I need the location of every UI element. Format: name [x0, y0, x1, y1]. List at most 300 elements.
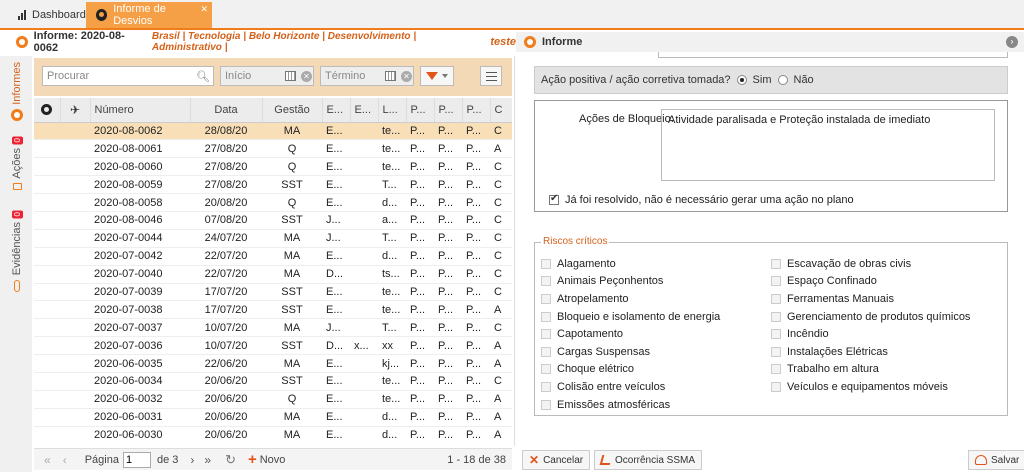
- table-row[interactable]: [34, 283, 512, 301]
- risco-checkbox[interactable]: [771, 276, 781, 286]
- table-cell: kj...: [378, 355, 406, 373]
- cancel-button[interactable]: [522, 450, 590, 470]
- table-row[interactable]: [34, 122, 512, 140]
- risco-checkbox[interactable]: [771, 259, 781, 269]
- patrimonial-field[interactable]: [658, 52, 1008, 58]
- side-tab-acoes[interactable]: [6, 136, 28, 190]
- table-row[interactable]: [34, 426, 512, 444]
- table-cell: A: [490, 337, 512, 355]
- refresh-icon[interactable]: ↻: [225, 451, 236, 467]
- table-cell: 20/06/20: [190, 426, 262, 444]
- table-cell: P...: [434, 426, 462, 444]
- risco-item[interactable]: [771, 308, 970, 326]
- table-cell: xx: [378, 337, 406, 355]
- table-cell: E...: [322, 283, 350, 301]
- row-whatsapp-cell: [34, 122, 60, 140]
- risco-checkbox[interactable]: [771, 347, 781, 357]
- acoes-count-badge: 0: [12, 138, 22, 143]
- table-cell: MA: [262, 229, 322, 247]
- menu-button[interactable]: [480, 66, 502, 86]
- col-status[interactable]: [60, 98, 90, 122]
- risco-checkbox[interactable]: [541, 364, 551, 374]
- save-label: Salvar: [991, 454, 1020, 466]
- col-e1[interactable]: E...: [322, 98, 350, 122]
- table-cell: 2020-08-0060: [90, 158, 190, 176]
- riscos-title: Riscos críticos: [543, 236, 608, 247]
- table-cell: P...: [462, 122, 490, 140]
- table-cell: a...: [378, 211, 406, 229]
- table-cell: P...: [462, 229, 490, 247]
- table-row[interactable]: [34, 229, 512, 247]
- page-input[interactable]: [123, 452, 151, 468]
- row-whatsapp-cell: [34, 265, 60, 283]
- add-icon[interactable]: +: [247, 451, 257, 468]
- cloud-upload-icon: [975, 455, 987, 465]
- row-status-cell: [60, 211, 90, 229]
- table-cell: te...: [378, 158, 406, 176]
- row-whatsapp-cell: [34, 301, 60, 319]
- table-cell: Q: [262, 390, 322, 408]
- table-cell: d...: [378, 426, 406, 444]
- col-p1[interactable]: P...: [406, 98, 434, 122]
- whatsapp-icon: [16, 36, 28, 48]
- table-row[interactable]: [34, 140, 512, 158]
- sim-radio[interactable]: [737, 75, 747, 85]
- table-cell: P...: [434, 158, 462, 176]
- table-cell: 2020-07-0037: [90, 319, 190, 337]
- table-cell: [350, 140, 378, 158]
- table-cell: 2020-06-0034: [90, 372, 190, 390]
- table-cell: ts...: [378, 265, 406, 283]
- risco-item[interactable]: [541, 308, 720, 326]
- risco-label: Animais Peçonhentos: [557, 275, 664, 288]
- prev-page-icon[interactable]: ‹: [62, 452, 67, 467]
- row-status-cell: [60, 390, 90, 408]
- table-cell: MA: [262, 426, 322, 444]
- table-cell: 2020-08-0061: [90, 140, 190, 158]
- table-cell: A: [490, 408, 512, 426]
- table-cell: J...: [322, 211, 350, 229]
- table-row[interactable]: [34, 372, 512, 390]
- table-cell: te...: [378, 140, 406, 158]
- table-cell: d...: [378, 247, 406, 265]
- next-page-icon[interactable]: ›: [190, 452, 195, 467]
- risco-label: Cargas Suspensas: [557, 345, 650, 358]
- last-page-icon[interactable]: »: [204, 452, 212, 467]
- table-cell: te...: [378, 301, 406, 319]
- table-cell: te...: [378, 283, 406, 301]
- bloqueio-label: Ações de Bloqueio:: [579, 113, 674, 125]
- risco-label: Espaço Confinado: [787, 275, 877, 288]
- table-cell: P...: [462, 140, 490, 158]
- table-cell: SST: [262, 176, 322, 194]
- table-cell: [350, 265, 378, 283]
- row-status-cell: [60, 426, 90, 444]
- table-cell: MA: [262, 408, 322, 426]
- risco-checkbox[interactable]: [541, 329, 551, 339]
- table-cell: C: [490, 247, 512, 265]
- col-p3[interactable]: P...: [462, 98, 490, 122]
- table-cell: 27/08/20: [190, 176, 262, 194]
- table-cell: P...: [406, 283, 434, 301]
- table-cell: 28/08/20: [190, 122, 262, 140]
- risco-item[interactable]: [541, 273, 720, 291]
- table-cell: [350, 408, 378, 426]
- table-cell: 2020-08-0059: [90, 176, 190, 194]
- table-row[interactable]: [34, 211, 512, 229]
- row-whatsapp-cell: [34, 176, 60, 194]
- row-status-cell: [60, 229, 90, 247]
- risco-item[interactable]: [541, 290, 720, 308]
- table-cell: 2020-07-0040: [90, 265, 190, 283]
- risco-checkbox[interactable]: [541, 382, 551, 392]
- save-button[interactable]: [968, 450, 1024, 470]
- table-cell: C: [490, 158, 512, 176]
- table-cell: te...: [378, 390, 406, 408]
- table-cell: 07/08/20: [190, 211, 262, 229]
- col-whatsapp[interactable]: [34, 98, 60, 122]
- risco-label: Veículos e equipamentos móveis: [787, 380, 948, 393]
- close-icon: ✕: [529, 453, 540, 467]
- occurrence-icon: [600, 455, 613, 465]
- table-cell: Q: [262, 194, 322, 212]
- evidencias-count-badge: 0: [12, 212, 22, 217]
- row-status-cell: [60, 337, 90, 355]
- table-cell: P...: [434, 301, 462, 319]
- chevron-right-icon[interactable]: ›: [1006, 36, 1018, 48]
- table-cell: C: [490, 194, 512, 212]
- table-cell: C: [490, 283, 512, 301]
- termino-date-field[interactable]: [320, 66, 414, 86]
- table-cell: P...: [406, 247, 434, 265]
- table-row[interactable]: [34, 390, 512, 408]
- filter-button[interactable]: [420, 66, 454, 86]
- table-cell: 2020-06-0031: [90, 408, 190, 426]
- col-l[interactable]: L...: [378, 98, 406, 122]
- table-cell: P...: [434, 229, 462, 247]
- table-cell: 24/07/20: [190, 229, 262, 247]
- risco-item[interactable]: [771, 325, 970, 343]
- table-cell: 22/06/20: [190, 355, 262, 373]
- risco-checkbox[interactable]: [541, 312, 551, 322]
- row-whatsapp-cell: [34, 158, 60, 176]
- table-row[interactable]: [34, 158, 512, 176]
- row-status-cell: [60, 372, 90, 390]
- table-row[interactable]: [34, 319, 512, 337]
- row-status-cell: [60, 319, 90, 337]
- table-cell: C: [490, 229, 512, 247]
- side-tab-informes-label: Informes: [11, 62, 23, 105]
- table-cell: [350, 319, 378, 337]
- table-cell: P...: [462, 319, 490, 337]
- risco-checkbox[interactable]: [771, 312, 781, 322]
- table-cell: SST: [262, 211, 322, 229]
- side-tab-informes[interactable]: [6, 62, 28, 121]
- table-cell: 2020-08-0046: [90, 211, 190, 229]
- termino-placeholder: Término: [325, 70, 366, 82]
- table-cell: d...: [378, 194, 406, 212]
- table-cell: 2020-08-0062: [90, 122, 190, 140]
- table-cell: P...: [406, 355, 434, 373]
- risco-checkbox[interactable]: [541, 400, 551, 410]
- ocorrencia-label: Ocorrência SSMA: [615, 454, 696, 466]
- risco-item[interactable]: [541, 325, 720, 343]
- col-e2[interactable]: E...: [350, 98, 378, 122]
- risco-item[interactable]: [771, 273, 970, 291]
- table-row[interactable]: [34, 247, 512, 265]
- table-cell: 2020-08-0058: [90, 194, 190, 212]
- table-cell: P...: [462, 158, 490, 176]
- table-cell: P...: [462, 194, 490, 212]
- page-range: 1 - 18 de 38: [447, 453, 506, 466]
- close-tab-icon[interactable]: ✕: [200, 4, 208, 14]
- resolvido-checkbox[interactable]: [549, 195, 559, 205]
- row-status-cell: [60, 265, 90, 283]
- table-cell: J...: [322, 229, 350, 247]
- table-cell: SST: [262, 301, 322, 319]
- risco-item[interactable]: [541, 343, 720, 361]
- table-row[interactable]: [34, 176, 512, 194]
- row-whatsapp-cell: [34, 283, 60, 301]
- table-cell: [350, 390, 378, 408]
- table-cell: P...: [462, 301, 490, 319]
- table-row[interactable]: [34, 301, 512, 319]
- search-input[interactable]: [42, 66, 214, 86]
- row-whatsapp-cell: [34, 319, 60, 337]
- novo-button[interactable]: Novo: [259, 453, 286, 466]
- table-cell: te...: [378, 122, 406, 140]
- risco-checkbox[interactable]: [541, 347, 551, 357]
- bloqueio-section: [534, 100, 1008, 212]
- top-tab-bar: [0, 0, 1024, 30]
- whatsapp-icon: [524, 36, 536, 48]
- table-cell: C: [490, 176, 512, 194]
- table-cell: Q: [262, 140, 322, 158]
- risco-checkbox[interactable]: [541, 294, 551, 304]
- table-cell: P...: [434, 194, 462, 212]
- risco-item[interactable]: [771, 378, 970, 396]
- table-cell: P...: [406, 372, 434, 390]
- table-cell: P...: [434, 337, 462, 355]
- table-cell: MA: [262, 122, 322, 140]
- risco-label: Escavação de obras civis: [787, 257, 912, 270]
- table-cell: T...: [378, 229, 406, 247]
- table-cell: 2020-07-0039: [90, 283, 190, 301]
- table-cell: 17/07/20: [190, 301, 262, 319]
- clear-icon[interactable]: ✕: [401, 71, 412, 82]
- riscos-criticos-fieldset: [534, 236, 1008, 416]
- table-row[interactable]: [34, 355, 512, 373]
- table-cell: E...: [322, 426, 350, 444]
- table-cell: P...: [406, 337, 434, 355]
- search-placeholder: Procurar: [47, 70, 90, 82]
- col-c[interactable]: C: [490, 98, 512, 122]
- col-data[interactable]: Data: [190, 98, 262, 122]
- funnel-icon: [426, 72, 438, 80]
- table-cell: P...: [434, 355, 462, 373]
- risco-checkbox[interactable]: [771, 382, 781, 392]
- risco-item[interactable]: [541, 361, 720, 379]
- table-cell: C: [490, 265, 512, 283]
- table-cell: P...: [434, 319, 462, 337]
- table-cell: P...: [462, 247, 490, 265]
- table-cell: [350, 194, 378, 212]
- table-cell: [350, 122, 378, 140]
- risco-checkbox[interactable]: [541, 276, 551, 286]
- risco-label: Ferramentas Manuais: [787, 292, 894, 305]
- risco-checkbox[interactable]: [771, 329, 781, 339]
- risco-label: Trabalho em altura: [787, 363, 879, 376]
- nao-label: Não: [793, 74, 814, 86]
- ocorrencia-ssma-button[interactable]: [594, 450, 702, 470]
- table-row[interactable]: [34, 337, 512, 355]
- risco-checkbox[interactable]: [771, 294, 781, 304]
- side-tab-acoes-label: Ações: [11, 148, 23, 180]
- riscos-left-column: [541, 255, 720, 413]
- row-whatsapp-cell: [34, 194, 60, 212]
- tab-informe-de-desvios[interactable]: [86, 2, 212, 28]
- row-status-cell: [60, 194, 90, 212]
- risco-item[interactable]: [541, 255, 720, 273]
- table-cell: P...: [434, 283, 462, 301]
- informes-grid: [34, 98, 512, 444]
- table-cell: E...: [322, 301, 350, 319]
- risco-label: Capotamento: [557, 328, 624, 341]
- table-cell: 22/07/20: [190, 265, 262, 283]
- row-whatsapp-cell: [34, 426, 60, 444]
- table-cell: J...: [322, 319, 350, 337]
- side-tab-evidencias-label: Evidências: [11, 222, 23, 276]
- table-cell: [350, 283, 378, 301]
- risco-item[interactable]: [541, 378, 720, 396]
- row-whatsapp-cell: [34, 408, 60, 426]
- risco-checkbox[interactable]: [541, 259, 551, 269]
- col-p2[interactable]: P...: [434, 98, 462, 122]
- side-tab-evidencias[interactable]: [6, 210, 28, 292]
- risco-label: Instalações Elétricas: [787, 345, 888, 358]
- table-cell: P...: [406, 408, 434, 426]
- first-page-icon[interactable]: «: [44, 452, 51, 467]
- table-cell: P...: [462, 211, 490, 229]
- table-cell: 2020-07-0036: [90, 337, 190, 355]
- inicio-placeholder: Início: [225, 70, 252, 82]
- row-status-cell: [60, 176, 90, 194]
- filter-bar: [34, 58, 512, 96]
- table-cell: E...: [322, 176, 350, 194]
- resolvido-checkbox-row[interactable]: [549, 194, 854, 206]
- table-cell: P...: [434, 122, 462, 140]
- calendar-icon[interactable]: [385, 71, 396, 81]
- table-cell: 2020-06-0030: [90, 426, 190, 444]
- table-cell: P...: [406, 158, 434, 176]
- table-cell: P...: [434, 372, 462, 390]
- whatsapp-icon: [41, 104, 52, 115]
- table-cell: [350, 301, 378, 319]
- row-whatsapp-cell: [34, 390, 60, 408]
- bar-chart-icon: [18, 10, 26, 20]
- tab-dashboard[interactable]: [8, 2, 96, 28]
- table-cell: P...: [406, 265, 434, 283]
- whatsapp-icon: [11, 109, 23, 121]
- inicio-date-field[interactable]: [220, 66, 314, 86]
- risco-item[interactable]: [771, 343, 970, 361]
- col-gestao[interactable]: Gestão: [262, 98, 322, 122]
- person-running-icon: ✈︎: [69, 102, 81, 117]
- riscos-right-column: [771, 255, 970, 396]
- calendar-icon[interactable]: [285, 71, 296, 81]
- table-cell: P...: [406, 194, 434, 212]
- table-cell: SST: [262, 337, 322, 355]
- table-cell: te...: [378, 372, 406, 390]
- calendar-icon: [13, 183, 22, 190]
- search-icon: 🔍︎: [196, 71, 210, 83]
- table-cell: P...: [406, 319, 434, 337]
- table-cell: A: [490, 426, 512, 444]
- risco-item[interactable]: [771, 290, 970, 308]
- table-cell: 20/06/20: [190, 372, 262, 390]
- table-cell: P...: [462, 408, 490, 426]
- table-cell: T...: [378, 319, 406, 337]
- risco-label: Alagamento: [557, 257, 616, 270]
- risco-item[interactable]: [541, 396, 720, 414]
- table-cell: 2020-07-0042: [90, 247, 190, 265]
- table-cell: [350, 211, 378, 229]
- risco-item[interactable]: [771, 361, 970, 379]
- informe-header: [0, 32, 516, 52]
- table-row[interactable]: [34, 194, 512, 212]
- table-cell: 27/08/20: [190, 140, 262, 158]
- risco-label: Choque elétrico: [557, 363, 635, 376]
- table-cell: P...: [434, 408, 462, 426]
- table-row[interactable]: [34, 408, 512, 426]
- table-cell: P...: [406, 390, 434, 408]
- table-cell: [350, 158, 378, 176]
- panel-title: Informe: [542, 36, 583, 48]
- row-status-cell: [60, 247, 90, 265]
- patrimonial-row: [534, 52, 1008, 60]
- risco-checkbox[interactable]: [771, 364, 781, 374]
- table-cell: E...: [322, 408, 350, 426]
- table-cell: E...: [322, 247, 350, 265]
- col-numero[interactable]: Número: [90, 98, 190, 122]
- table-cell: A: [490, 301, 512, 319]
- table-cell: E...: [322, 122, 350, 140]
- informe-path: Brasil | Tecnologia | Belo Horizonte | Desenvolvimento | Administrativo |: [151, 31, 417, 53]
- table-cell: P...: [462, 176, 490, 194]
- table-cell: P...: [434, 211, 462, 229]
- row-whatsapp-cell: [34, 355, 60, 373]
- clear-icon[interactable]: ✕: [301, 71, 312, 82]
- table-cell: 20/08/20: [190, 194, 262, 212]
- pager: [34, 448, 512, 470]
- table-row[interactable]: [34, 265, 512, 283]
- acao-label: Ação positiva / ação corretiva tomada?: [541, 74, 731, 86]
- table-cell: A: [490, 390, 512, 408]
- table-cell: E...: [322, 194, 350, 212]
- row-status-cell: [60, 283, 90, 301]
- row-status-cell: [60, 355, 90, 373]
- table-cell: 20/06/20: [190, 390, 262, 408]
- risco-item[interactable]: [771, 255, 970, 273]
- hamburger-icon: [486, 72, 497, 73]
- table-cell: 10/07/20: [190, 337, 262, 355]
- grid-header-row: [34, 98, 512, 122]
- informe-extra: teste: [490, 36, 516, 48]
- table-cell: D...: [322, 265, 350, 283]
- panel-divider: [514, 56, 515, 446]
- nao-radio[interactable]: [778, 75, 788, 85]
- bloqueio-textarea[interactable]: Atividade paralisada e Proteção instalada de imediato: [661, 109, 995, 181]
